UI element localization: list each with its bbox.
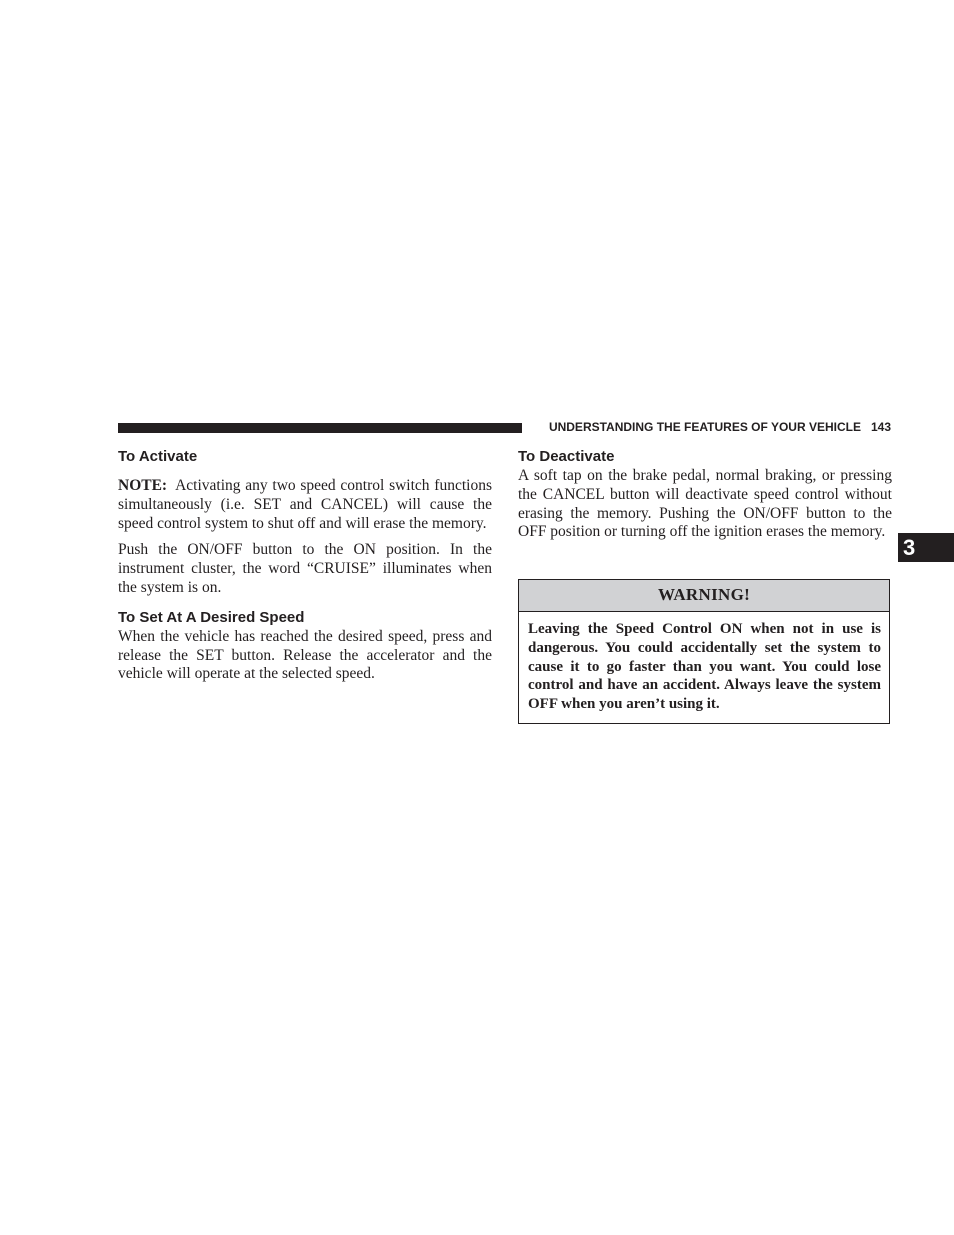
left-column xyxy=(118,447,492,684)
page-number: 143 xyxy=(870,420,891,434)
activate-paragraph: Push the ON/OFF button to the ON position. In the instrument cluster, the word “CRUISE” illuminates when the system is on. xyxy=(118,541,492,596)
deactivate-heading: To Deactivate xyxy=(518,448,615,465)
set-speed-heading: To Set At A Desired Speed xyxy=(118,608,305,626)
running-header xyxy=(531,419,891,435)
note-label: NOTE: xyxy=(118,477,168,494)
right-column xyxy=(518,447,892,542)
warning-title: WARNING! xyxy=(519,580,889,612)
running-header-title: UNDERSTANDING THE FEATURES OF YOUR VEHICLE xyxy=(548,420,861,434)
note-paragraph xyxy=(118,477,492,533)
activate-heading: To Activate xyxy=(118,448,198,465)
warning-box xyxy=(518,579,890,724)
warning-body: Leaving the Speed Control ON when not in use is dangerous. You could accidentally set the system to cause it to go faster than you want. You could lose control and have an accident. Always leave the system OFF when you aren’t using it. xyxy=(528,621,881,713)
header-rule xyxy=(118,423,522,433)
set-speed-paragraph: When the vehicle has reached the desired speed, press and release the SET button. Release the accelerator and the vehicle will operate at the selected speed. xyxy=(118,627,492,683)
deactivate-paragraph: A soft tap on the brake pedal, normal braking, or pressing the CANCEL button will deactivate speed control without erasing the memory. Pushing the ON/OFF button to the OFF position or turning off the ignition erases the memory. xyxy=(518,467,892,541)
note-text: Activating any two speed control switch functions simultaneously (i.e. SET and CANCEL) will cause the speed control system to shut off and will erase the memory. xyxy=(118,477,492,532)
chapter-tab: 3 xyxy=(898,533,954,562)
